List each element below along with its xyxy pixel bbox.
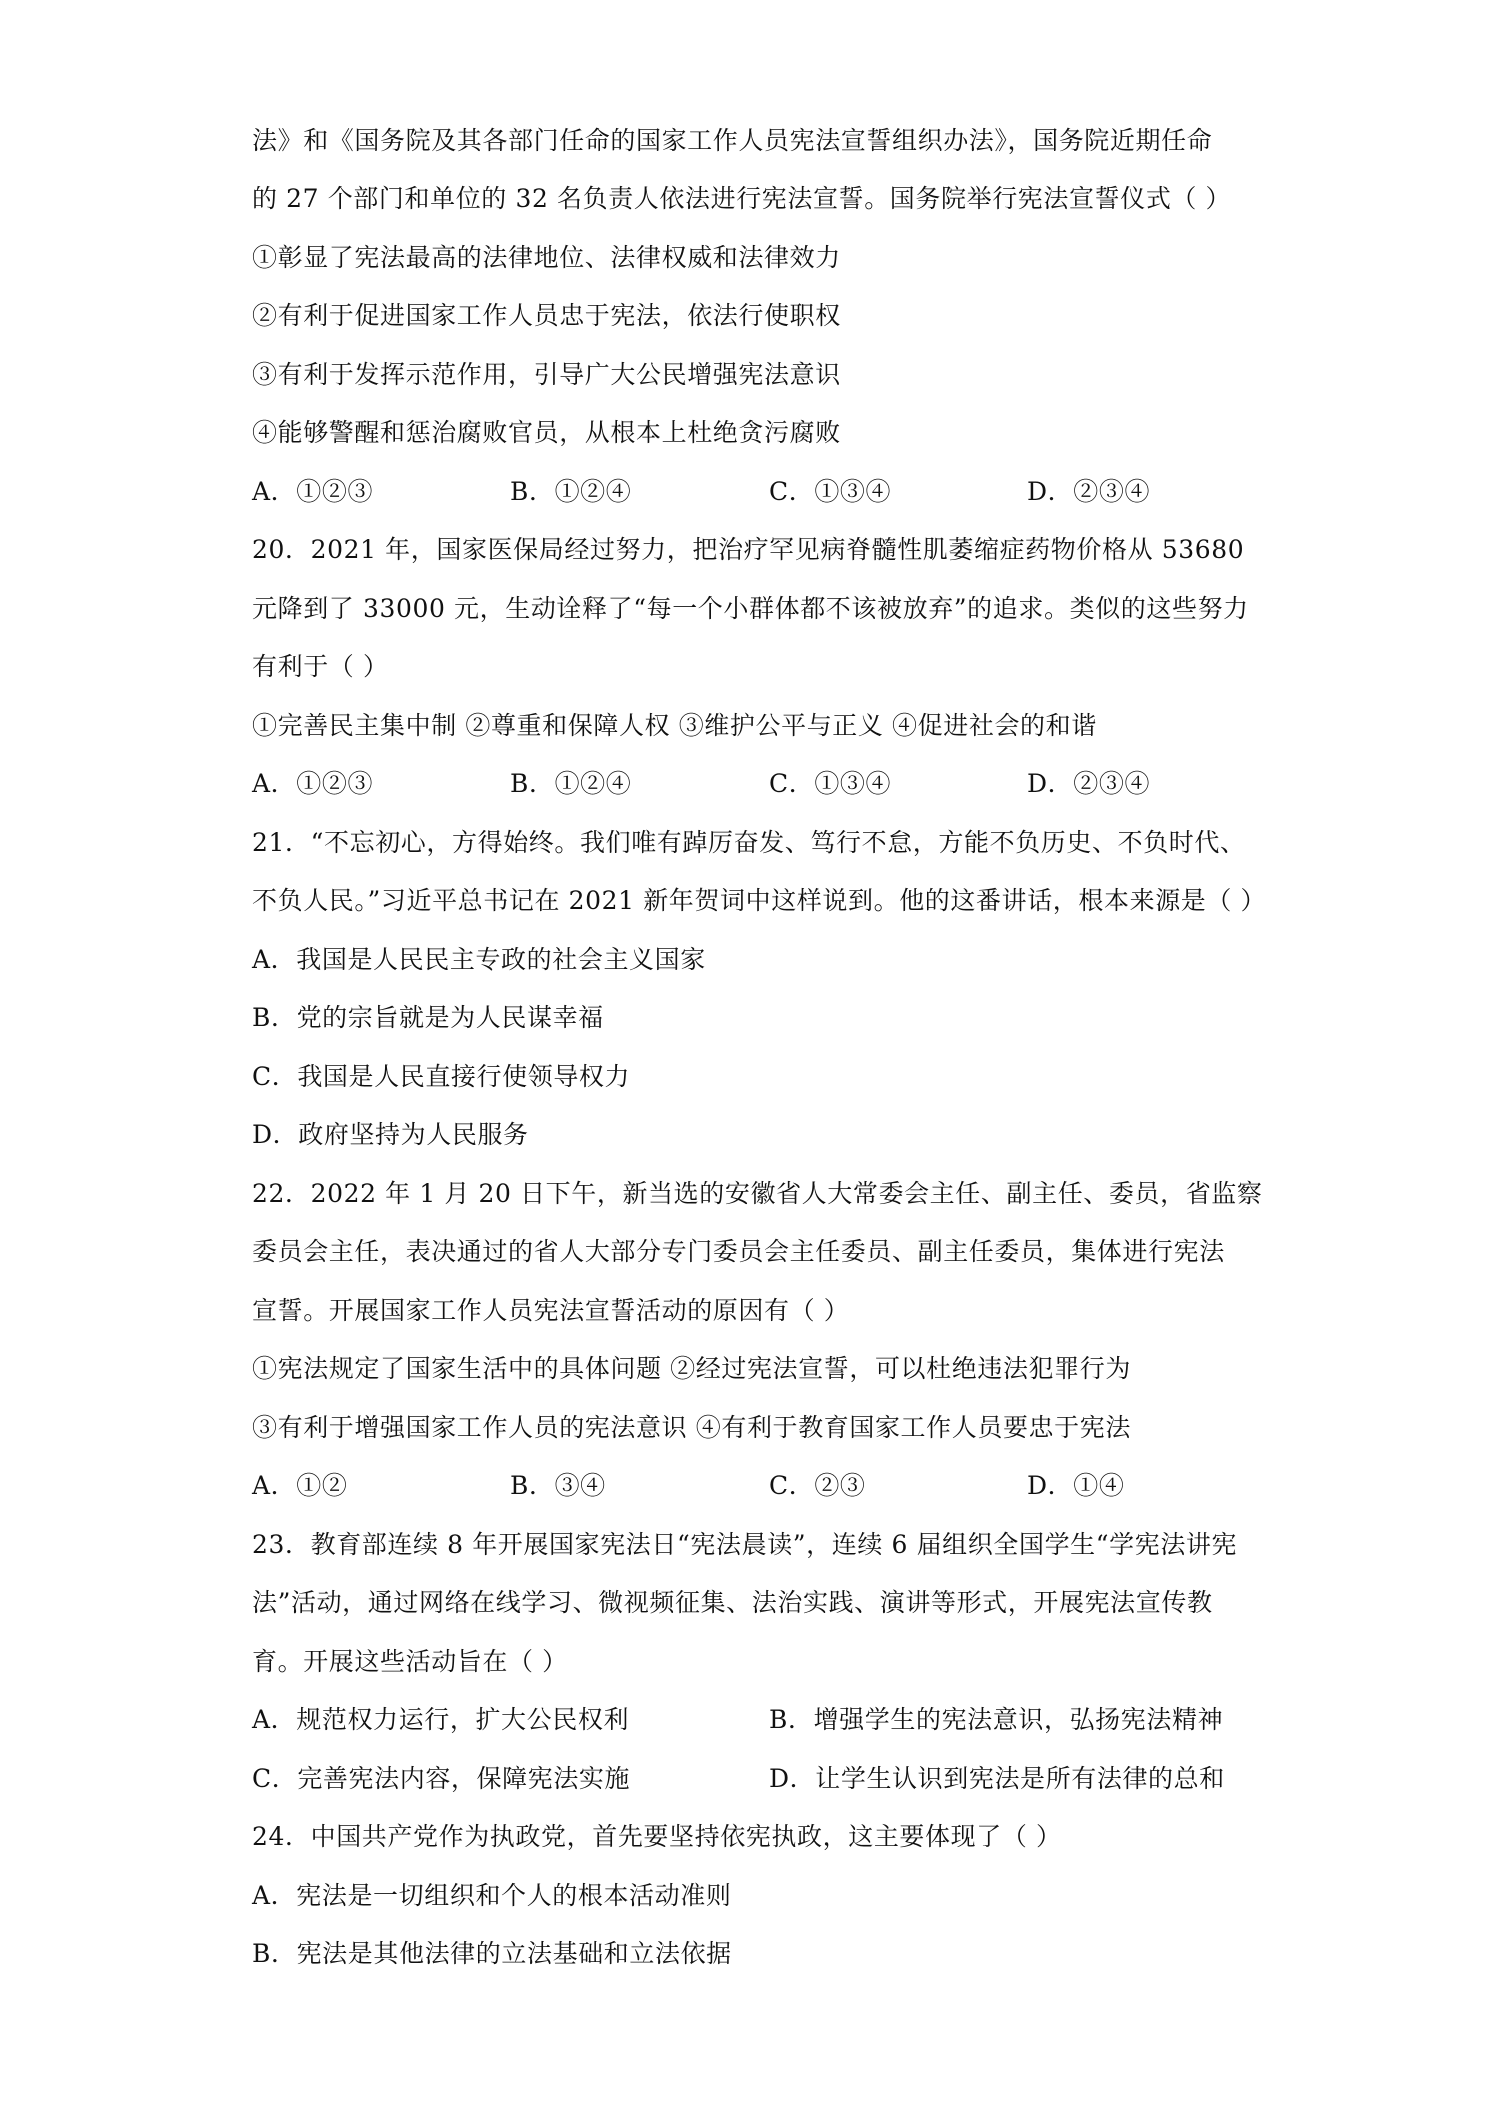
q24-option-b: B．宪法是其他法律的立法基础和立法依据 bbox=[252, 1939, 732, 1968]
q23-options-row-2 bbox=[252, 1757, 1252, 1801]
q20-option-d: D．②③④ bbox=[1027, 769, 1151, 798]
q19-item-1: ①彰显了宪法最高的法律地位、法律权威和法律效力 bbox=[252, 243, 841, 272]
q21-stem-line-1: 21．“不忘初心，方得始终。我们唯有踔厉奋发、笃行不怠，方能不负历史、不负时代、 bbox=[252, 828, 1246, 857]
q22-stem-line-1: 22．2022 年 1 月 20 日下午，新当选的安徽省人大常委会主任、副主任、委员，省监察 bbox=[252, 1179, 1263, 1208]
q22-option-c: C．②③ bbox=[769, 1471, 866, 1500]
q22-option-d: D．①④ bbox=[1027, 1471, 1125, 1500]
q22-options-row bbox=[252, 1464, 1252, 1508]
q20-option-c: C．①③④ bbox=[769, 769, 892, 798]
q19-option-b: B．①②④ bbox=[510, 477, 632, 506]
q20-option-a: A．①②③ bbox=[252, 769, 374, 798]
q22-items-line-1: ①宪法规定了国家生活中的具体问题 ②经过宪法宣誓，可以杜绝违法犯罪行为 bbox=[252, 1354, 1131, 1383]
q20-options-row bbox=[252, 762, 1252, 806]
q19-item-4: ④能够警醒和惩治腐败官员，从根本上杜绝贪污腐败 bbox=[252, 418, 841, 447]
q19-option-a: A．①②③ bbox=[252, 477, 374, 506]
q21-option-d: D．政府坚持为人民服务 bbox=[252, 1120, 529, 1149]
q19-option-d: D．②③④ bbox=[1027, 477, 1151, 506]
q23-option-a: A．规范权力运行，扩大公民权利 bbox=[252, 1705, 630, 1734]
q20-option-b: B．①②④ bbox=[510, 769, 632, 798]
q22-stem-line-3: 宣誓。开展国家工作人员宪法宣誓活动的原因有（ ） bbox=[252, 1296, 850, 1325]
q21-option-b: B．党的宗旨就是为人民谋幸福 bbox=[252, 1003, 604, 1032]
q23-stem-line-2: 法”活动，通过网络在线学习、微视频征集、法治实践、演讲等形式，开展宪法宣传教 bbox=[252, 1588, 1213, 1617]
q21-option-c: C．我国是人民直接行使领导权力 bbox=[252, 1062, 631, 1091]
q23-options-row-1 bbox=[252, 1698, 1252, 1742]
q22-option-b: B．③④ bbox=[510, 1471, 606, 1500]
q19-item-3: ③有利于发挥示范作用，引导广大公民增强宪法意识 bbox=[252, 360, 841, 389]
q19-stem-line-2: 的 27 个部门和单位的 32 名负责人依法进行宪法宣誓。国务院举行宪法宣誓仪式（ ） bbox=[252, 184, 1232, 213]
q20-stem-line-2: 元降到了 33000 元，生动诠释了“每一个小群体都不该被放弃”的追求。类似的这些努力 bbox=[252, 594, 1249, 623]
q22-items-line-2: ③有利于增强国家工作人员的宪法意识 ④有利于教育国家工作人员要忠于宪法 bbox=[252, 1413, 1131, 1442]
q23-stem-line-1: 23．教育部连续 8 年开展国家宪法日“宪法晨读”，连续 6 届组织全国学生“学宪法讲宪 bbox=[252, 1530, 1238, 1559]
q21-stem-line-2: 不负人民。”习近平总书记在 2021 新年贺词中这样说到。他的这番讲话，根本来源是（ ） bbox=[252, 886, 1267, 915]
q20-stem-line-1: 20．2021 年，国家医保局经过努力，把治疗罕见病脊髓性肌萎缩症药物价格从 53680 bbox=[252, 535, 1245, 564]
q19-stem-line-1: 法》和《国务院及其各部门任命的国家工作人员宪法宣誓组织办法》，国务院近期任命 bbox=[252, 126, 1213, 155]
q22-option-a: A．①② bbox=[252, 1471, 348, 1500]
q19-option-c: C．①③④ bbox=[769, 477, 892, 506]
q23-stem-line-3: 育。开展这些活动旨在（ ） bbox=[252, 1647, 568, 1676]
q23-option-d: D．让学生认识到宪法是所有法律的总和 bbox=[769, 1764, 1225, 1793]
q23-option-b: B．增强学生的宪法意识，弘扬宪法精神 bbox=[769, 1705, 1224, 1734]
q24-stem-line-1: 24．中国共产党作为执政党，首先要坚持依宪执政，这主要体现了（ ） bbox=[252, 1822, 1062, 1851]
q19-options-row bbox=[252, 470, 1252, 514]
q20-items: ①完善民主集中制 ②尊重和保障人权 ③维护公平与正义 ④促进社会的和谐 bbox=[252, 711, 1097, 740]
q20-stem-line-3: 有利于（ ） bbox=[252, 652, 389, 681]
q21-option-a: A．我国是人民民主专政的社会主义国家 bbox=[252, 945, 706, 974]
q22-stem-line-2: 委员会主任，表决通过的省人大部分专门委员会主任委员、副主任委员，集体进行宪法 bbox=[252, 1237, 1225, 1266]
q19-item-2: ②有利于促进国家工作人员忠于宪法，依法行使职权 bbox=[252, 301, 841, 330]
q24-option-a: A．宪法是一切组织和个人的根本活动准则 bbox=[252, 1881, 732, 1910]
q23-option-c: C．完善宪法内容，保障宪法实施 bbox=[252, 1764, 631, 1793]
